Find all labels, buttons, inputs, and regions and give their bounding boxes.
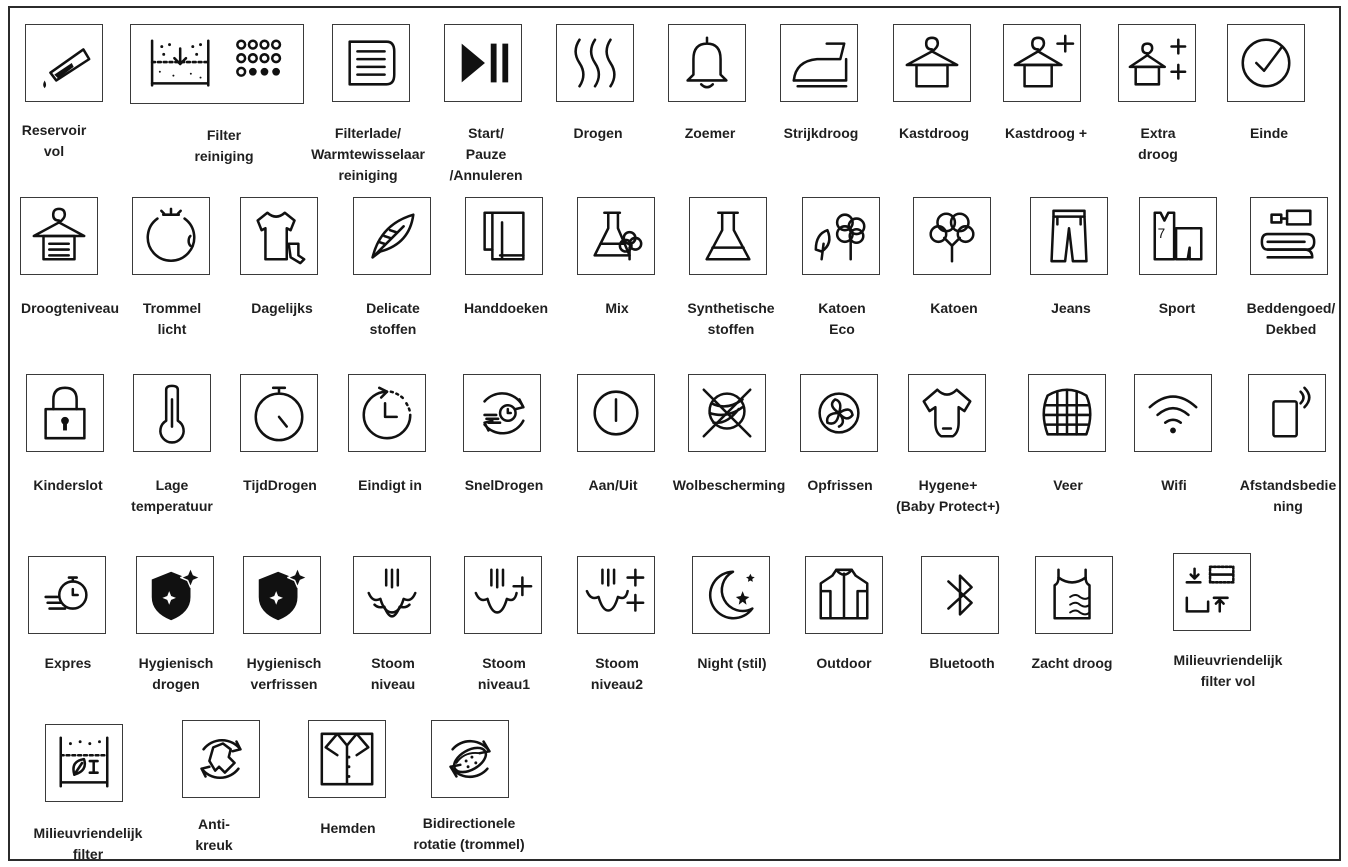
dryness-level-icon: [20, 197, 98, 275]
bluetooth-icon: [921, 556, 999, 634]
legend-label: Anti- kreuk: [195, 816, 233, 853]
daily-icon: [240, 197, 318, 275]
legend-label: Veer: [1053, 477, 1083, 493]
legend-label: Aan/Uit: [588, 477, 638, 493]
legend-label: Milieuvriendelijk filter vol: [1173, 652, 1283, 689]
legend-label: Expres: [44, 655, 92, 671]
legend-label: Drogen: [573, 125, 623, 141]
legend-label: Mix: [605, 300, 629, 316]
steam-plus-icon: [464, 556, 542, 634]
legend-label: Stoom niveau1: [477, 655, 531, 692]
legend-label: Bidirectionele rotatie (trommel): [413, 815, 525, 852]
baby-onesie-icon: [908, 374, 986, 452]
hanger-plus-plus-icon: [1118, 24, 1196, 102]
legend-label: Wolbescherming: [672, 477, 786, 493]
thermometer-icon: [133, 374, 211, 452]
wifi-icon: [1134, 374, 1212, 452]
steam-icon: [353, 556, 431, 634]
power-icon: [577, 374, 655, 452]
legend-label: Hygienisch drogen: [138, 655, 214, 692]
legend-label: Katoen: [930, 300, 978, 316]
legend-label: Afstandsbedie ning: [1239, 477, 1337, 514]
cotton-eco-icon: [802, 197, 880, 275]
stopwatch-icon: [240, 374, 318, 452]
legend-label: Hemden: [320, 820, 376, 836]
express-icon: [28, 556, 106, 634]
legend-label: Milieuvriendelijk filter: [33, 825, 143, 862]
moon-stars-icon: [692, 556, 770, 634]
legend-label: SnelDrogen: [464, 477, 544, 493]
legend-label: Zoemer: [684, 125, 736, 141]
eco-filter-icon: [45, 724, 123, 802]
legend-label: Stoom niveau2: [590, 655, 644, 692]
towel-icon: [465, 197, 543, 275]
jeans-icon: [1030, 197, 1108, 275]
hanger-plus-icon: [1003, 24, 1081, 102]
steam-plus-plus-icon: [577, 556, 655, 634]
play-pause-icon: [444, 24, 522, 102]
legend-label: Zacht droog: [1031, 655, 1113, 671]
legend-label: Opfrissen: [807, 477, 873, 493]
outdoor-jacket-icon: [805, 556, 883, 634]
legend-label: Stoom niveau: [370, 655, 416, 692]
legend-label: Eindigt in: [358, 477, 422, 493]
down-jacket-icon: [1028, 374, 1106, 452]
quick-dry-icon: [463, 374, 541, 452]
legend-label: Reservoir vol: [21, 122, 87, 159]
legend-label: Filter reiniging: [194, 127, 254, 164]
shield-sparkle-icon: [136, 556, 214, 634]
legend-label: Lage temperatuur: [131, 477, 213, 514]
legend-label: Wifi: [1161, 477, 1187, 493]
legend-label: Dagelijks: [251, 300, 313, 316]
hanger-icon: [893, 24, 971, 102]
check-circle-icon: [1227, 24, 1305, 102]
bedding-icon: [1250, 197, 1328, 275]
filter-cleaning-icon: [130, 24, 304, 104]
legend-label: Hygienisch verfrissen: [246, 655, 322, 692]
legend-label: Extra droog: [1138, 125, 1178, 162]
legend-label: Bluetooth: [929, 655, 995, 671]
child-lock-icon: [26, 374, 104, 452]
legend-label: TijdDrogen: [243, 477, 317, 493]
feather-icon: [353, 197, 431, 275]
legend-label: Katoen Eco: [818, 300, 866, 337]
wool-icon: [688, 374, 766, 452]
cotton-icon: [913, 197, 991, 275]
refresh-fan-icon: [800, 374, 878, 452]
legend-label: Kastdroog +: [1004, 125, 1088, 141]
drying-icon: [556, 24, 634, 102]
eco-filter-full-icon: [1173, 553, 1251, 631]
legend-label: Handdoeken: [463, 300, 548, 316]
legend-label: Einde: [1249, 125, 1289, 141]
bidirectional-icon: [431, 720, 509, 798]
legend-label: Sport: [1158, 300, 1196, 316]
anti-crease-icon: [182, 720, 260, 798]
soft-dry-icon: [1035, 556, 1113, 634]
remote-control-icon: [1248, 374, 1326, 452]
legend-label: Droogteniveau: [20, 300, 119, 316]
legend-label: Night (stil): [697, 655, 767, 671]
bell-icon: [668, 24, 746, 102]
legend-label: Beddengoed/ Dekbed: [1246, 300, 1336, 337]
shirt-icon: [308, 720, 386, 798]
legend-label: Filterlade/ Warmtewisselaar reiniging: [311, 125, 425, 183]
ends-in-icon: [348, 374, 426, 452]
shield-sparkle-icon: [243, 556, 321, 634]
sport-icon: [1139, 197, 1217, 275]
reservoir-full-icon: [25, 24, 103, 102]
filter-drawer-icon: [332, 24, 410, 102]
svg-text:7: 7: [1157, 225, 1166, 241]
legend-label: Synthetische stoffen: [687, 300, 775, 337]
flask-icon: [689, 197, 767, 275]
legend-label: Kastdroog: [899, 125, 969, 141]
legend-label: Delicate stoffen: [366, 300, 420, 337]
iron-icon: [780, 24, 858, 102]
legend-label: Hygene+ (Baby Protect+): [896, 477, 1000, 514]
drum-light-icon: [132, 197, 210, 275]
legend-label: Start/ Pauze /Annuleren: [449, 125, 523, 183]
legend-label: Kinderslot: [33, 477, 103, 493]
legend-label: Strijkdroog: [783, 125, 859, 141]
legend-label: Trommel licht: [142, 300, 202, 337]
mix-icon: [577, 197, 655, 275]
legend-label: Jeans: [1051, 300, 1091, 316]
legend-label: Outdoor: [816, 655, 872, 671]
